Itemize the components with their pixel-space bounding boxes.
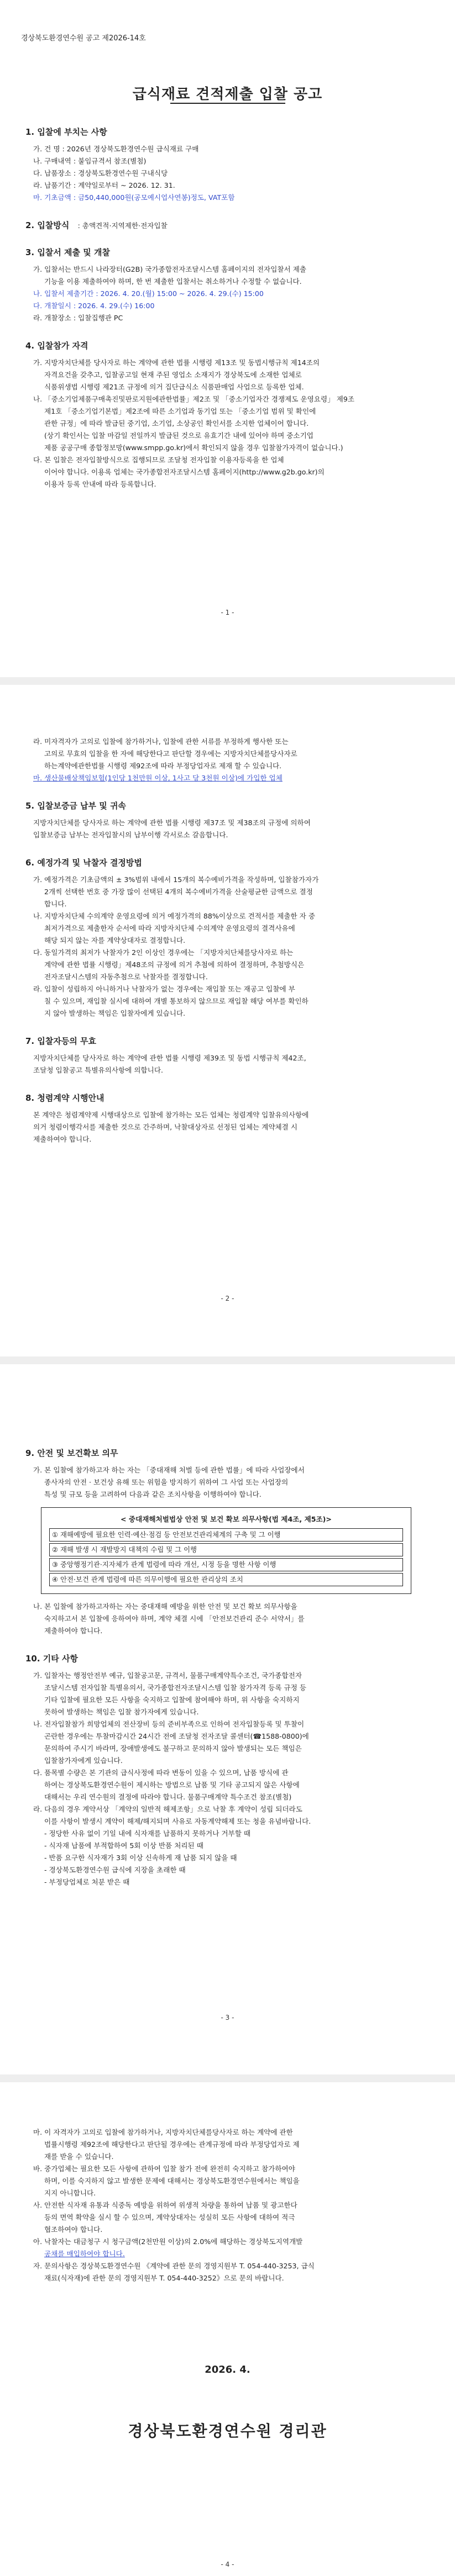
s4-line-8: 제품 공공구매 종합정보망(www.smpp.go.kr)에서 확인되지 않을 경우 입찰참가자격이 없습니다.) bbox=[44, 444, 343, 452]
section-4-continued bbox=[25, 736, 435, 1146]
section-8-heading: 8. 청렴계약 시행안내 bbox=[25, 1093, 104, 1103]
s6-line-10: 라. 입찰이 성립하지 아니하거나 낙찰자가 없는 경우에는 재입찰 또는 재공고 입찰에 부 bbox=[33, 985, 295, 993]
safety-item-2: ② 재해 발생 시 재발방지 대책의 수립 및 그 이행 bbox=[49, 1543, 403, 1556]
s10-p4-line-11: 공채를 매입하여야 합니다. bbox=[44, 2250, 125, 2258]
page-number-2: - 2 - bbox=[221, 1295, 234, 1302]
s4-line-10: 이어야 합니다. 이용록 업체는 국가종합전자조달시스템 홈페이지(http://www.g2b.go.kr)의 bbox=[44, 468, 325, 476]
s10-line-18: - 부정당업체로 처분 받은 때 bbox=[44, 1878, 130, 1886]
s4-line-2: 자격요건을 갖추고, 입찰공고일 현재 주된 영업소 소재지가 경상북도에 소재한 업체로 bbox=[44, 371, 302, 379]
s4b-line-3: 하는계약에관한법률 시행령 제92조에 따라 부정당업자로 제재 할 수 있습니다. bbox=[44, 762, 282, 770]
s8-line-3: 제출하여야 합니다. bbox=[33, 1135, 92, 1143]
page-1 bbox=[0, 0, 455, 685]
section-2-title: 2. 입찰방식 bbox=[25, 220, 70, 230]
s10-line-1: 가. 입찰자는 행정안전부 예규, 입찰공고문, 규격서, 물품구매계약특수조건, 국가종합전자 bbox=[33, 1671, 302, 1680]
s10-line-4: 못하여 발생하는 책임은 입찰 참가자에게 있습니다. bbox=[44, 1708, 199, 1716]
s3-line-5: 라. 개찰장소 : 입찰집행관 PC bbox=[33, 314, 123, 322]
s9-after-1: 나. 본 입찰에 참가하고자하는 자는 중대재해 예방을 위한 안전 및 보건 확보 의무사항을 bbox=[33, 1602, 297, 1611]
s6-line-7: 다. 동일가격의 최저가 낙찰자가 2인 이상인 경우에는 「지방자치단체를당사자로 하는 bbox=[33, 948, 294, 957]
page-number-3: - 3 - bbox=[221, 2014, 234, 2021]
s10-line-10: 하여는 경상북도환경연수원이 제시하는 방법으로 납품 및 기타 공고되지 않은 사항에 bbox=[44, 1781, 300, 1789]
s10-line-5: 나. 전자입찰참가 희망업체의 전산장비 등의 준비부족으로 인하여 전자입찰등록 및 투찰이 bbox=[33, 1720, 305, 1728]
s4-line-11: 이용자 등록 안내에 따라 등록합니다. bbox=[44, 480, 156, 488]
s10-line-8: 입찰참가자에게 있습니다. bbox=[44, 1756, 123, 1765]
s4-line-1: 가. 지방자치단체를 당사자로 하는 계약에 관한 법률 시행령 제13조 및 동법시행규칙 제14조의 bbox=[33, 358, 320, 367]
s10-line-12: 라. 다음의 경우 계약서상 「계약의 일반적 해제조항」으로 낙찰 후 계약이 성립 되더라도 bbox=[33, 1805, 302, 1813]
s4b-line-1: 라. 미자격자가 고의로 입찰에 참가하거나, 입찰에 관한 서류를 부정하게 행사한 또는 bbox=[33, 737, 289, 746]
title-underline bbox=[170, 103, 285, 104]
notice-date: 2026. 4. bbox=[205, 2364, 250, 2376]
s10-p4-line-7: 사. 안전한 식자재 유통과 식중독 예방을 위하여 위생적 차량을 통하여 납품 및 광고한다 bbox=[33, 2201, 297, 2209]
s4-line-9: 다. 본 입찰은 전자입찰방식으로 집행되므로 조달청 전자입찰 이용자등록을 한 업체 bbox=[33, 456, 284, 464]
s4b-line-2: 고의로 무효의 입찰을 한 자에 해당한다고 판단할 경우에는 지방자치단체를당사자로 bbox=[44, 749, 297, 758]
s10-p4-line-6: 지지 아니합니다. bbox=[44, 2189, 96, 2197]
s10-line-6: 곤란한 경우에는 투찰마감시간 24시간 전에 조달청 전자조달 콜센터(☎1588-0800)에 bbox=[44, 1732, 309, 1740]
s10-p4-line-4: 바. 중가업체는 필요한 모든 사항에 관하여 입찰 참가 전에 완전히 숙지하고 참가하여야 bbox=[33, 2165, 295, 2173]
s10-line-16: - 반품 요구한 식자재가 3회 이상 신속하게 재 납품 되지 않을 때 bbox=[44, 1854, 237, 1862]
issuer-name: 경상북도환경연수원 경리관 bbox=[128, 2422, 327, 2440]
s8-line-1: 본 계약은 청렴계약제 시행대상으로 입찰에 참가하는 모든 업체는 청렴계약 입찰유의사항에 bbox=[33, 1111, 309, 1119]
section-3-heading: 3. 입찰서 제출 및 개찰 bbox=[25, 247, 110, 257]
s6-line-6: 해당 되지 않는 자를 계약상대자로 결정합니다. bbox=[44, 936, 186, 944]
s10-line-2: 조달시스템 전자입찰 특별유의서, 국가종합전자조달시스템 입찰 참가자격 등록 규정 등 bbox=[44, 1683, 306, 1692]
s9-line-1: 가. 본 입찰에 참가하고자 하는 자는 「중대재해 처벌 등에 관한 법률」에 따라 사업장에서 bbox=[33, 1466, 305, 1474]
section-4-heading: 4. 입찰참가 자격 bbox=[25, 341, 88, 351]
s6-line-12: 지 않아 발생하는 책임은 입찰자에게 있습니다. bbox=[44, 1009, 186, 1017]
s1-line-5: 마. 기초금액 : 금50,440,000원(공모예시업사연봉)정도, VAT포함 bbox=[33, 193, 235, 202]
page-number-1: - 1 - bbox=[221, 609, 234, 616]
s5-line-1: 지방자치단체를 당사자로 하는 계약에 관한 법률 시행령 제37조 및 제38조의 규정에 의하여 bbox=[33, 819, 311, 827]
page-3 bbox=[0, 1364, 455, 2082]
s10-line-17: - 경상북도환경연수원 급식에 지장을 초래한 때 bbox=[44, 1866, 186, 1874]
s10-p4-line-2: 법률시행령 제92조에 해당한다고 판단될 경우에는 관계규정에 따라 부정당업자로 제 bbox=[44, 2140, 300, 2149]
section-9-10 bbox=[25, 1447, 435, 1888]
s10-line-7: 문의하여 주시기 바라며, 장애발생에도 불구하고 문의하지 않아 발생되는 모든 책임은 bbox=[44, 1744, 302, 1752]
s9-after-3: 제출하여야 합니다. bbox=[44, 1627, 103, 1635]
s6-line-5: 최저가격으로 제출한자 순서에 따라 지방자치단체 수의계약 운영요령의 결격사유에 bbox=[44, 924, 295, 932]
s3-line-3: 나. 입찰서 제출기간 : 2026. 4. 20.(월) 15:00 ~ 2026. 4. 29.(수) 15:00 bbox=[33, 289, 264, 298]
section-2-text: : 총액견적·지역제한·전자입찰 bbox=[77, 221, 168, 230]
s4-line-5: 제1호 「중소기업기본법」제2조에 따른 소기업과 동기업 또는 「중소기업 범위 및 확인에 bbox=[44, 407, 316, 415]
page-number-4: - 4 - bbox=[221, 2561, 234, 2568]
page-2 bbox=[0, 685, 455, 1364]
s3-line-1: 가. 입찰서는 반드시 나라장터(G2B) 국가종합전자조달시스템 홈페이지의 전자입찰서 제출 bbox=[33, 265, 307, 273]
s6-line-8: 계약에 관한 법률 시행령」제48조의 규정에 의거 추첨에 의하여 결정하며, 추첨방식은 bbox=[44, 960, 305, 969]
s5-line-2: 입찰보증금 납부는 전자입찰시의 납부이행 각서로소 갈음합니다. bbox=[33, 831, 228, 839]
s10-line-9: 다. 품목별 수량은 본 기관의 급식사정에 따라 변동이 있을 수 있으며, 납품 방식에 관 bbox=[33, 1769, 289, 1777]
s10-line-15: - 식자재 납품에 부적합하여 5회 이상 반품 처리된 때 bbox=[44, 1841, 203, 1850]
page-4 bbox=[0, 2082, 455, 2576]
s1-line-3: 다. 납품장소 : 경상북도환경연수원 구내식당 bbox=[33, 169, 168, 177]
section-6-heading: 6. 예정가격 및 낙찰자 결정방법 bbox=[25, 858, 142, 868]
safety-duties-box bbox=[41, 1507, 411, 1594]
section-1-heading: 1. 입찰에 부치는 사항 bbox=[25, 127, 107, 137]
s8-line-2: 의거 청렴이행각서를 제출한 것으로 간주하며, 낙찰대상자로 선정된 업체는 계약체결 시 bbox=[33, 1123, 297, 1131]
s3-line-4: 다. 개찰일시 : 2026. 4. 29.(수) 16:00 bbox=[33, 302, 155, 310]
s10-p4-line-3: 재를 받을 수 있습니다. bbox=[44, 2152, 114, 2161]
s9-after-2: 숙지하고서 본 입찰에 응하여야 하며, 계약 체결 시에 「안전보건관리 준수 서약서」를 bbox=[44, 1614, 305, 1623]
s3-line-2: 기능을 이용 제출하여야 하며, 한 번 제출한 입찰서는 취소하거나 수정할 수 없습니다. bbox=[44, 277, 302, 286]
s6-line-2: 2개씩 선택한 번호 중 가장 많이 선택된 4개의 복수예비가격을 산술평균한 금액으로 결정 bbox=[44, 888, 313, 896]
s4-line-4: 나. 「중소기업제품구매촉진및판로지원에관한법률」제2조 및 「중소기업자간 경쟁제도 운영요령」 제9조 bbox=[33, 395, 355, 403]
s4-line-3: 식품위생법 시행령 제21조 규정에 의거 집단급식소 식품판매업 사업으로 등록한 업체. bbox=[44, 383, 304, 391]
s1-line-4: 라. 납품기간 : 계약일로부터 ~ 2026. 12. 31. bbox=[33, 181, 175, 189]
s1-line-2: 나. 구매내역 : 붙임규격서 참조(별첨) bbox=[33, 157, 147, 165]
s4b-line-4: 마. 생산물배상책임보험(1인당 1천만원 이상, 1사고 당 3천원 이상)에 가입한 업체 bbox=[33, 774, 283, 782]
s1-line-1: 가. 건 명 : 2026년 경상북도환경연수원 급식재료 구매 bbox=[33, 145, 199, 153]
section-10-heading: 10. 기타 사항 bbox=[25, 1654, 78, 1664]
safety-item-3: ③ 중앙행정기관·지자체가 관계 법령에 따라 개선, 시정 등을 명한 사항 이행 bbox=[49, 1558, 403, 1571]
section-5-heading: 5. 입찰보증금 납부 및 귀속 bbox=[25, 801, 126, 811]
s7-line-1: 지방자치단체를 당사자로 하는 계약에 관한 법률 시행령 제39조 및 동법 시행규칙 제42조, bbox=[33, 1054, 306, 1062]
s10-line-11: 대해서는 우리 연수원의 결정에 따라야 합니다. 물품구매계약 특수조건 참조(별첨) bbox=[44, 1793, 292, 1801]
s6-line-4: 나. 지방자치단체 수의계약 운영요령에 의거 예정가격의 88%이상으로 견적서를 제출한 자 중 bbox=[33, 912, 315, 920]
page-title: 급식재료 견적제출 입찰 공고 bbox=[132, 86, 323, 103]
s10-line-3: 기타 입찰에 필요한 모든 사항을 숙지하고 입찰에 참여해야 하며, 위 사항을 숙지하지 bbox=[44, 1696, 300, 1704]
page-divider bbox=[0, 1356, 455, 1364]
page-divider bbox=[0, 2074, 455, 2082]
s10-p4-line-8: 등의 면역 확약을 실시 할 수 있으며, 계약상대자는 성실히 모든 사항에 대하여 적극 bbox=[44, 2213, 295, 2221]
s10-line-14: - 정당한 사유 없이 기일 내에 식자재를 납품하지 못하거나 거부할 때 bbox=[44, 1829, 251, 1838]
s7-line-2: 조달청 입찰공고 특별유의사항에 의합니다. bbox=[33, 1066, 163, 1074]
s10-p4-line-12: 자. 문의사항은 경상북도환경연수원 《계약에 관한 문의 경영지원부 T. 054-440-3253, 급식 bbox=[33, 2262, 315, 2270]
section-1 bbox=[25, 126, 435, 490]
s6-line-3: 합니다. bbox=[44, 900, 67, 908]
s4-line-7: (상기 확인서는 입찰 마감일 전일까지 발급된 것으로 유효기간 내에 있어야 하며 중소기업 bbox=[44, 431, 313, 440]
safety-box-title: < 중대재해처벌법상 안전 및 보건 확보 의무사항(법 제4조, 제5조)> bbox=[121, 1515, 332, 1523]
section-7-heading: 7. 입찰자등의 무효 bbox=[25, 1036, 97, 1046]
page-divider bbox=[0, 677, 455, 685]
s10-p4-line-1: 마. 이 자격자가 고의로 입찰에 참가하거나, 지방자치단체를당사자로 하는 계약에 관한 bbox=[33, 2128, 293, 2136]
s10-p4-line-9: 협조하여야 합니다. bbox=[44, 2225, 103, 2234]
s6-line-9: 전자조달시스템의 자동추첨으로 낙찰자를 결정합니다. bbox=[44, 973, 208, 981]
section-2-heading bbox=[25, 219, 435, 231]
safety-item-1: ① 재해예방에 필요한 인력·예산·점검 등 안전보건관리체계의 구축 및 그 이행 bbox=[49, 1528, 403, 1542]
s9-line-3: 특성 및 규모 등을 고려하여 다음과 같은 조치사항을 이행하여야 합니다. bbox=[44, 1490, 262, 1498]
s10-line-13: 이를 사항이 발생시 계약이 해제/해지되며 사유로 자동계약해제 또는 청을 유념바랍니다. bbox=[44, 1817, 311, 1825]
s4-line-6: 관한 규정」에 따라 발급된 중기업, 소기업, 소상공인 확인서를 소지한 업체이어 합니다. bbox=[44, 419, 309, 427]
s9-line-2: 종사자의 안전 · 보건상 유해 또는 위험을 방지하기 위하여 그 사업 또는 사업장의 bbox=[44, 1478, 289, 1486]
section-9-heading: 9. 안전 및 보건확보 의무 bbox=[25, 1448, 118, 1458]
section-10-continued bbox=[25, 2126, 435, 2284]
s6-line-1: 가. 예정가격은 기초금액의 ± 3%범위 내에서 15개의 복수예비가격을 작성하며, 입찰참가자가 bbox=[33, 875, 319, 884]
s10-p4-line-10: 아. 낙찰자는 대금청구 시 청구금액(2천만원 이상)의 2.0%에 해당하는 경상북도지역개발 bbox=[33, 2237, 303, 2246]
s6-line-11: 칠 수 있으며, 재입찰 실시에 대하여 개별 통보하지 않으므로 재입찰 해당 여부를 확인하 bbox=[44, 997, 308, 1005]
notice-number: 경상북도환경연수원 공고 제2026-14호 bbox=[21, 34, 146, 43]
s10-p4-line-5: 하며, 이를 숙지하지 않고 발생한 문제에 대해서는 경상북도환경연수원에서는 책임을 bbox=[44, 2177, 300, 2185]
safety-item-4: ④ 안전·보건 관계 법령에 따른 의무이행에 필요한 관리상의 조치 bbox=[49, 1573, 403, 1586]
s10-p4-line-13: 재료(식자재)에 관한 문의 경영지원부 T. 054-440-3252》으로 문의 바랍니다. bbox=[44, 2274, 284, 2282]
